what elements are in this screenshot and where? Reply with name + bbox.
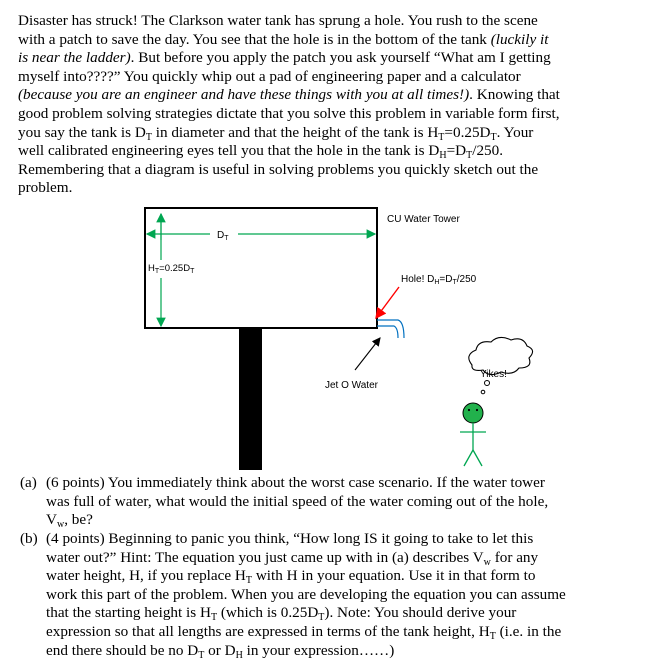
- question-line: $V_w$, be?: [46, 511, 93, 531]
- jet-pointer-arrow: [355, 338, 380, 370]
- intro-line: you say the tank is $D_T$ in diameter and that the height of the tank is $H_T=0.25D_T$. Your: [18, 123, 534, 143]
- intro-line: good problem solving strategies dictate that you solve this problem in variable form first,: [18, 104, 560, 122]
- intro-paragraph: [18, 12, 628, 198]
- intro-line: is near the ladder). But before you apply the patch you ask yourself “What am I getting: [18, 49, 551, 67]
- hole-pointer-arrow: [376, 287, 399, 318]
- question-line: end there should be no $D_T$ or $D_H$ in your expression……): [46, 641, 395, 661]
- question-a-label: (a): [20, 474, 37, 491]
- question-line: water out?” Hint: The equation you just came up with in (a) describes $V_w$ for any: [46, 548, 539, 568]
- person-leg-right: [473, 450, 482, 466]
- intro-line: (because you are an engineer and have these things with you at all times!). Knowing that: [18, 86, 560, 104]
- water-jet-top: [377, 320, 404, 338]
- question-line: (4 points) Beginning to panic you think, “How long IS it going to take to let this: [46, 530, 534, 547]
- question-line: that the starting height is $H_T$ (which is $0.25D_T$). Note: You should derive your: [46, 604, 517, 624]
- hole-label: Hole! $D_H=D_T/250$: [401, 274, 477, 286]
- question-b: [20, 530, 636, 661]
- tower-leg: [239, 329, 262, 470]
- question-line: (6 points) You immediately think about the worst case scenario. If the water tower: [46, 474, 545, 491]
- person-leg-left: [464, 450, 473, 466]
- water-jet-bottom: [377, 326, 398, 338]
- diameter-label: $D_T$: [217, 230, 229, 242]
- person-head: [463, 403, 483, 423]
- intro-line: Remembering that a diagram is useful in solving problems you quickly sketch out the: [18, 160, 539, 178]
- intro-line: with a patch to save the day. You see that the hole is in the bottom of the tank (luckily it: [18, 30, 549, 48]
- question-a: [20, 474, 636, 531]
- question-line: work this part of the problem. When you are developing the equation you can assume: [46, 585, 566, 603]
- person-eye: [476, 409, 478, 411]
- water-tower-diagram: [0, 200, 651, 470]
- jet-label: Jet O Water: [325, 380, 378, 391]
- intro-line: Disaster has struck! The Clarkson water tank has sprung a hole. You rush to the scene: [18, 12, 538, 29]
- thought-bubble-dot: [481, 390, 485, 394]
- intro-line: problem.: [18, 179, 73, 197]
- intro-line: myself into????” You quickly whip out a pad of engineering paper and a calculator: [18, 67, 521, 85]
- height-label: $H_T=0.25D_T$: [148, 263, 195, 275]
- intro-line: well calibrated engineering eyes tell you that the hole in the tank is $D_H=D_T/250$.: [18, 142, 504, 162]
- question-line: expression so that all lengths are expressed in terms of the tank height, $H_T$ (i.e. in the: [46, 622, 562, 642]
- person-eye: [468, 409, 470, 411]
- thought-bubble-dot: [485, 381, 490, 386]
- question-line: water height, H, if you replace $H_T$ with H in your equation. Use it in that form to: [46, 567, 536, 587]
- question-b-label: (b): [20, 530, 38, 547]
- question-line: was full of water, what would the initial speed of the water coming out of the hole,: [46, 492, 549, 510]
- tower-label: CU Water Tower: [387, 214, 460, 225]
- yikes-label: Yikes!: [480, 369, 507, 380]
